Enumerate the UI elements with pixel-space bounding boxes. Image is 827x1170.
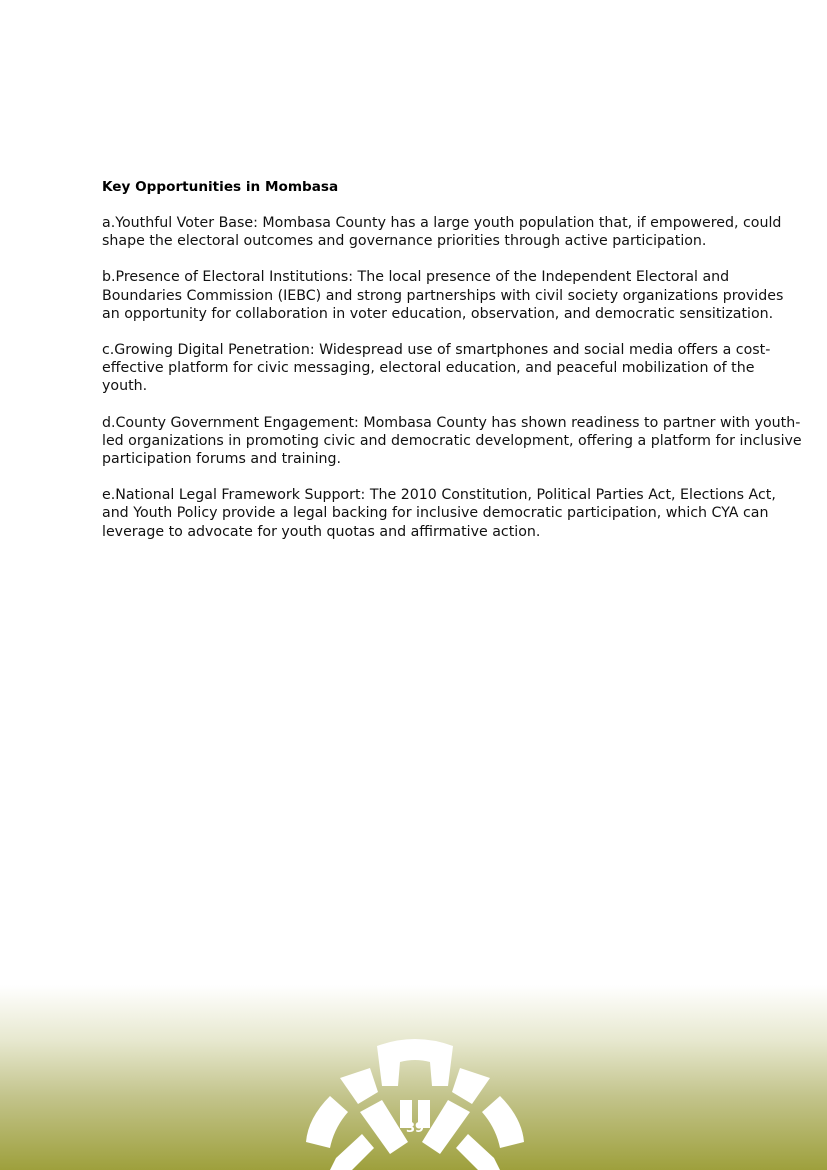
opportunity-paragraph-e: e.National Legal Framework Support: The 2010 Constitution, Political Parties Act, Elections Act, and Youth Policy provide a legal backing for inclusive democratic participation, which CYA can leverage to advocate for youth quotas and affirmative action. [102, 487, 776, 540]
organization-logo-icon [300, 1038, 530, 1170]
opportunity-paragraph-b: b.Presence of Electoral Institutions: The local presence of the Independent Electoral and Boundaries Commission (IEBC) and strong partnerships with civil society organizations provides an opportunity for collaboration in voter education, observation, and democratic sensitization. [102, 269, 784, 322]
page-number: 39 [405, 1121, 425, 1136]
opportunity-paragraph-d: d.County Government Engagement: Mombasa County has shown readiness to partner with youth-led organizations in promoting civic and democratic development, offering a platform for inclusive participation forums and training. [102, 414, 802, 468]
document-body [102, 178, 802, 559]
section-heading: Key Opportunities in Mombasa [102, 179, 339, 195]
opportunity-paragraph-c: c.Growing Digital Penetration: Widespread use of smartphones and social media offers a cost-effective platform for civic messaging, electoral education, and peaceful mobilization of the youth. [102, 342, 771, 395]
opportunity-paragraph-a: a.Youthful Voter Base: Mombasa County has a large youth population that, if empowered, could shape the electoral outcomes and governance priorities through active participation. [102, 215, 782, 250]
